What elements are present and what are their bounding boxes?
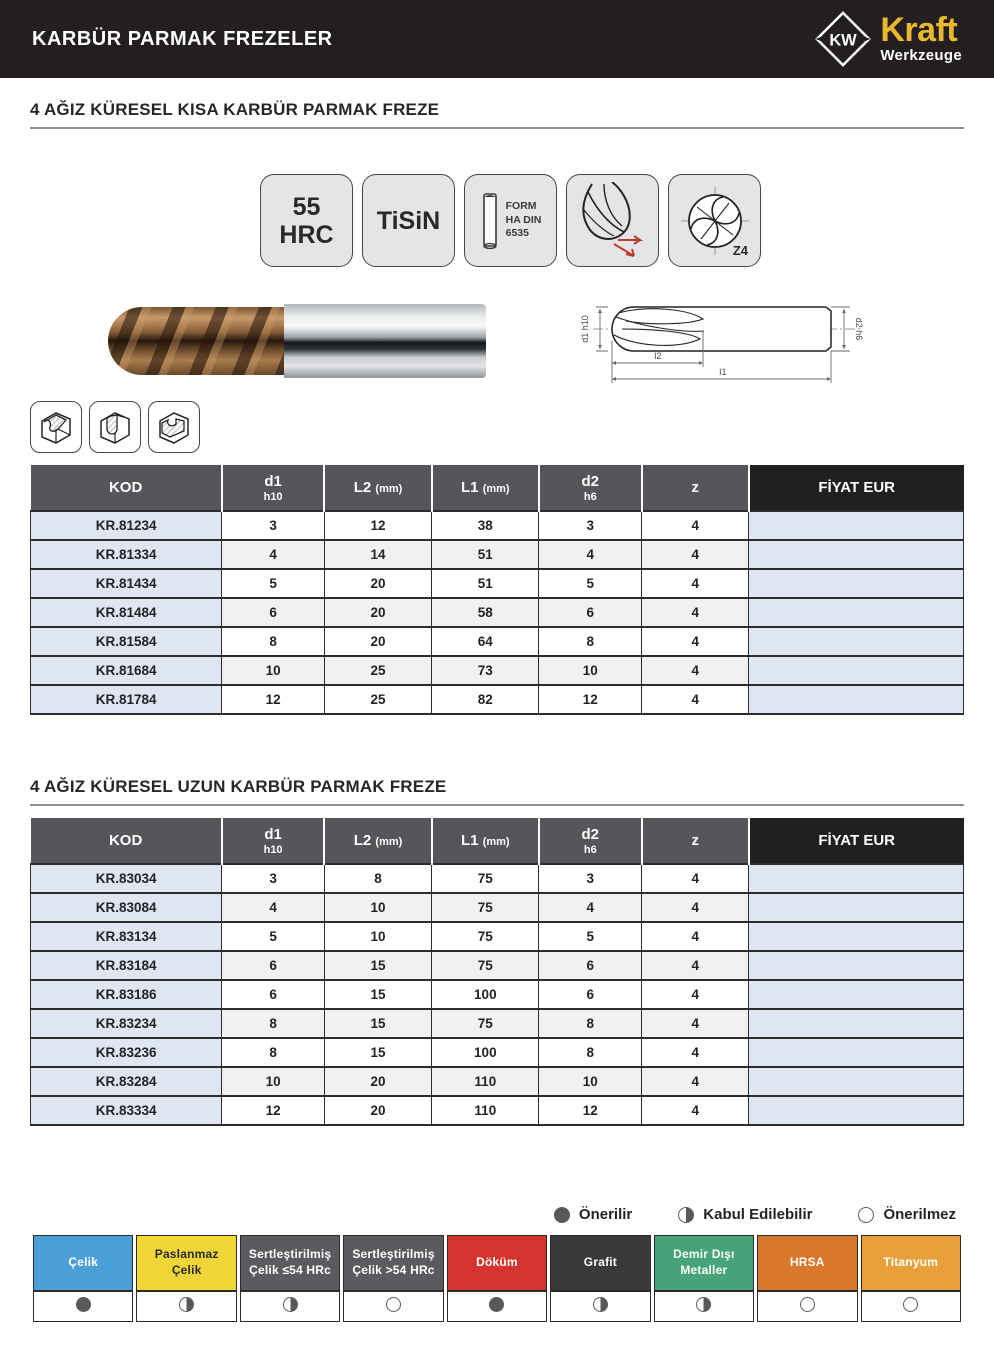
price-cell — [749, 1009, 964, 1038]
material-rating-cell — [33, 1291, 133, 1322]
z-cell: 4 — [642, 951, 749, 980]
rating-empty-icon — [800, 1297, 815, 1312]
z-cell: 4 — [642, 540, 749, 569]
z-cell: 4 — [642, 893, 749, 922]
l1-cell: 100 — [432, 980, 539, 1009]
col-l2: L2 (mm) — [324, 818, 431, 864]
table-row — [31, 656, 964, 685]
contour-milling-icon — [30, 401, 82, 453]
l2-cell: 15 — [324, 1038, 431, 1067]
col-z: z — [642, 465, 749, 511]
page-header — [0, 0, 994, 78]
table-row — [31, 980, 964, 1009]
legend-item — [858, 1206, 956, 1223]
long-endmill-table — [30, 818, 964, 1126]
table-row — [31, 685, 964, 714]
l1-cell: 82 — [432, 685, 539, 714]
l1-cell: 75 — [432, 951, 539, 980]
d2-cell: 6 — [539, 980, 642, 1009]
material-suitability-table — [30, 1235, 964, 1322]
price-cell — [749, 893, 964, 922]
l2-cell: 20 — [324, 1067, 431, 1096]
l2-cell: 20 — [324, 1096, 431, 1125]
d1-cell: 12 — [222, 1096, 325, 1125]
d1-cell: 5 — [222, 922, 325, 951]
section-long-endmill — [30, 777, 964, 1126]
d2-cell: 4 — [539, 893, 642, 922]
table-row — [31, 598, 964, 627]
kod-cell: KR.81584 — [31, 627, 222, 656]
legend-item — [554, 1206, 632, 1223]
price-cell — [749, 864, 964, 893]
l1-cell: 100 — [432, 1038, 539, 1067]
d1-cell: 8 — [222, 1038, 325, 1067]
d2-cell: 4 — [539, 540, 642, 569]
flute-count-badge — [668, 174, 761, 267]
kod-cell: KR.83084 — [31, 893, 222, 922]
l1-cell: 75 — [432, 1009, 539, 1038]
rating-half-icon — [179, 1297, 194, 1312]
z-cell: 4 — [642, 1096, 749, 1125]
d2-cell: 8 — [539, 627, 642, 656]
kod-cell: KR.83186 — [31, 980, 222, 1009]
z-cell: 4 — [642, 1067, 749, 1096]
kod-cell: KR.81784 — [31, 685, 222, 714]
z-cell: 4 — [642, 598, 749, 627]
rating-empty-icon — [858, 1207, 874, 1223]
material-rating-cell — [757, 1291, 857, 1322]
d2-cell: 10 — [539, 1067, 642, 1096]
table-row — [31, 1038, 964, 1067]
l1-cell: 75 — [432, 864, 539, 893]
section-short-endmill — [30, 100, 964, 715]
d1-cell: 6 — [222, 951, 325, 980]
material-header-cell: Sertleştirilmiş Çelik ≤54 HRc — [240, 1235, 340, 1291]
d2-cell: 12 — [539, 1096, 642, 1125]
dim-d1-label: d1 h10 — [580, 315, 590, 343]
product-visuals — [30, 295, 964, 387]
l2-cell: 14 — [324, 540, 431, 569]
d1-cell: 6 — [222, 598, 325, 627]
rating-half-icon — [678, 1207, 694, 1223]
svg-text:KW: KW — [829, 31, 858, 50]
col-d2: d2 h6 — [539, 818, 642, 864]
material-header-cell: Döküm — [447, 1235, 547, 1291]
material-header-cell: Sertleştirilmiş Çelik >54 HRc — [343, 1235, 443, 1291]
material-header-cell: Grafit — [550, 1235, 650, 1291]
table-header-row — [31, 818, 964, 864]
table-header-row — [31, 465, 964, 511]
d2-cell: 8 — [539, 1009, 642, 1038]
section-title-long: 4 AĞIZ KÜRESEL UZUN KARBÜR PARMAK FREZE — [30, 777, 447, 796]
l2-cell: 12 — [324, 511, 431, 540]
brand-logo — [814, 10, 962, 68]
z-cell: 4 — [642, 1038, 749, 1067]
material-rating-cell — [861, 1291, 962, 1322]
dim-l1-label: l1 — [719, 367, 727, 378]
d2-cell: 6 — [539, 951, 642, 980]
l2-cell: 20 — [324, 598, 431, 627]
rating-half-icon — [696, 1297, 711, 1312]
l1-cell: 64 — [432, 627, 539, 656]
d2-cell: 3 — [539, 511, 642, 540]
price-cell — [749, 511, 964, 540]
rating-empty-icon — [903, 1297, 918, 1312]
d1-cell: 8 — [222, 1009, 325, 1038]
d1-cell: 10 — [222, 656, 325, 685]
brand-wordmark — [880, 11, 962, 64]
l1-cell: 110 — [432, 1096, 539, 1125]
z-cell: 4 — [642, 511, 749, 540]
rating-filled-icon — [554, 1207, 570, 1223]
d1-cell: 12 — [222, 685, 325, 714]
col-d1: d1 h10 — [222, 818, 325, 864]
table-row — [31, 511, 964, 540]
page-title: KARBÜR PARMAK FREZELER — [32, 27, 333, 50]
rating-half-icon — [593, 1297, 608, 1312]
kod-cell: KR.83284 — [31, 1067, 222, 1096]
l2-cell: 10 — [324, 922, 431, 951]
z-cell: 4 — [642, 685, 749, 714]
shank-icon — [480, 190, 500, 252]
col-kod: KOD — [31, 465, 222, 511]
endmill-shank — [284, 304, 486, 378]
d1-cell: 4 — [222, 540, 325, 569]
z-cell: 4 — [642, 922, 749, 951]
col-d1: d1 h10 — [222, 465, 325, 511]
col-kod: KOD — [31, 818, 222, 864]
d1-cell: 6 — [222, 980, 325, 1009]
d1-cell: 5 — [222, 569, 325, 598]
table-row — [31, 951, 964, 980]
kod-cell: KR.81234 — [31, 511, 222, 540]
short-endmill-table — [30, 465, 964, 715]
kod-cell: KR.81484 — [31, 598, 222, 627]
legend-label: Önerilir — [578, 1206, 633, 1223]
col-l1: L1 (mm) — [432, 818, 539, 864]
price-cell — [749, 1067, 964, 1096]
col-l2: L2 (mm) — [324, 465, 431, 511]
shank-form-badge — [464, 174, 557, 267]
brand-subtitle: Werkzeuge — [880, 46, 962, 64]
profile-milling-icon — [148, 401, 200, 453]
d2-cell: 5 — [539, 569, 642, 598]
price-cell — [749, 627, 964, 656]
z-cell: 4 — [642, 1009, 749, 1038]
l2-cell: 20 — [324, 627, 431, 656]
hardness-badge — [260, 174, 353, 267]
z-cell: 4 — [642, 656, 749, 685]
table-row — [31, 1067, 964, 1096]
rating-legend — [30, 1206, 964, 1223]
l2-cell: 10 — [324, 893, 431, 922]
kw-diamond-icon — [814, 10, 872, 68]
legend-label: Önerilmez — [883, 1206, 956, 1223]
hardness-unit: HRC — [279, 220, 334, 249]
table-row — [31, 1096, 964, 1125]
table-row — [31, 627, 964, 656]
rating-empty-icon — [386, 1297, 401, 1312]
price-cell — [749, 951, 964, 980]
section-divider — [30, 127, 964, 129]
l1-cell: 51 — [432, 569, 539, 598]
material-header-cell: Titanyum — [861, 1235, 962, 1291]
rating-filled-icon — [489, 1297, 504, 1312]
col-price: FİYAT EUR — [749, 465, 964, 511]
d2-cell: 5 — [539, 922, 642, 951]
l1-cell: 75 — [432, 893, 539, 922]
kod-cell: KR.83134 — [31, 922, 222, 951]
price-cell — [749, 922, 964, 951]
l1-cell: 58 — [432, 598, 539, 627]
material-header-cell: Demir Dışı Metaller — [654, 1235, 754, 1291]
section-title-short: 4 AĞIZ KÜRESEL KISA KARBÜR PARMAK FREZE — [30, 100, 440, 119]
table-row — [31, 1009, 964, 1038]
l2-cell: 20 — [324, 569, 431, 598]
l1-cell: 51 — [432, 540, 539, 569]
kod-cell: KR.83034 — [31, 864, 222, 893]
d2-cell: 12 — [539, 685, 642, 714]
rating-filled-icon — [76, 1297, 91, 1312]
table-row — [31, 922, 964, 951]
material-header-cell: Çelik — [33, 1235, 133, 1291]
rating-half-icon — [283, 1297, 298, 1312]
col-z: z — [642, 818, 749, 864]
z-cell: 4 — [642, 569, 749, 598]
l1-cell: 73 — [432, 656, 539, 685]
l2-cell: 15 — [324, 951, 431, 980]
price-cell — [749, 980, 964, 1009]
price-cell — [749, 1096, 964, 1125]
feature-badges — [260, 174, 964, 267]
l2-cell: 15 — [324, 1009, 431, 1038]
z-cell: 4 — [642, 627, 749, 656]
d1-cell: 8 — [222, 627, 325, 656]
material-rating-cell — [343, 1291, 443, 1322]
l1-cell: 38 — [432, 511, 539, 540]
kod-cell: KR.83236 — [31, 1038, 222, 1067]
flute-count-label: Z4 — [732, 243, 748, 258]
price-cell — [749, 656, 964, 685]
section-divider — [30, 804, 964, 806]
application-icons — [30, 401, 964, 453]
material-rating-cell — [447, 1291, 547, 1322]
kod-cell: KR.81684 — [31, 656, 222, 685]
ball-nose-badge — [566, 174, 659, 267]
hardness-value: 55 — [292, 192, 321, 221]
l2-cell: 8 — [324, 864, 431, 893]
table-row — [31, 893, 964, 922]
d1-cell: 4 — [222, 893, 325, 922]
z-cell: 4 — [642, 980, 749, 1009]
d2-cell: 10 — [539, 656, 642, 685]
dim-l2-label: l2 — [654, 351, 662, 362]
kod-cell: KR.81334 — [31, 540, 222, 569]
kod-cell: KR.83184 — [31, 951, 222, 980]
l1-cell: 110 — [432, 1067, 539, 1096]
material-header-cell: HRSA — [757, 1235, 857, 1291]
d2-cell: 6 — [539, 598, 642, 627]
d1-cell: 3 — [222, 511, 325, 540]
material-rating-cell — [240, 1291, 340, 1322]
ball-nose-icon — [574, 182, 652, 260]
slot-milling-icon — [89, 401, 141, 453]
d1-cell: 3 — [222, 864, 325, 893]
material-header-cell: Paslanmaz Çelik — [136, 1235, 236, 1291]
l1-cell: 75 — [432, 922, 539, 951]
price-cell — [749, 685, 964, 714]
material-rating-cell — [550, 1291, 650, 1322]
coating-badge — [362, 174, 455, 267]
d2-cell: 3 — [539, 864, 642, 893]
endmill-photo — [108, 304, 486, 378]
kod-cell: KR.83234 — [31, 1009, 222, 1038]
technical-drawing — [538, 295, 868, 387]
brand-name: Kraft — [880, 11, 958, 50]
endmill-flutes — [108, 307, 284, 375]
price-cell — [749, 569, 964, 598]
legend-label: Kabul Edilebilir — [703, 1206, 813, 1223]
col-l1: L1 (mm) — [432, 465, 539, 511]
d1-cell: 10 — [222, 1067, 325, 1096]
shank-form-label: FORM HA DIN 6535 — [505, 200, 542, 240]
l2-cell: 25 — [324, 656, 431, 685]
col-d2: d2 h6 — [539, 465, 642, 511]
price-cell — [749, 540, 964, 569]
kod-cell: KR.81434 — [31, 569, 222, 598]
material-rating-cell — [136, 1291, 236, 1322]
table-row — [31, 540, 964, 569]
coating-label: TiSiN — [376, 206, 441, 235]
dim-d2-label: d2 h6 — [854, 317, 864, 341]
z-cell: 4 — [642, 864, 749, 893]
l2-cell: 25 — [324, 685, 431, 714]
l2-cell: 15 — [324, 980, 431, 1009]
price-cell — [749, 598, 964, 627]
price-cell — [749, 1038, 964, 1067]
material-rating-cell — [654, 1291, 754, 1322]
col-price: FİYAT EUR — [749, 818, 964, 864]
table-row — [31, 569, 964, 598]
table-row — [31, 864, 964, 893]
legend-item — [678, 1206, 812, 1223]
kod-cell: KR.83334 — [31, 1096, 222, 1125]
d2-cell: 8 — [539, 1038, 642, 1067]
